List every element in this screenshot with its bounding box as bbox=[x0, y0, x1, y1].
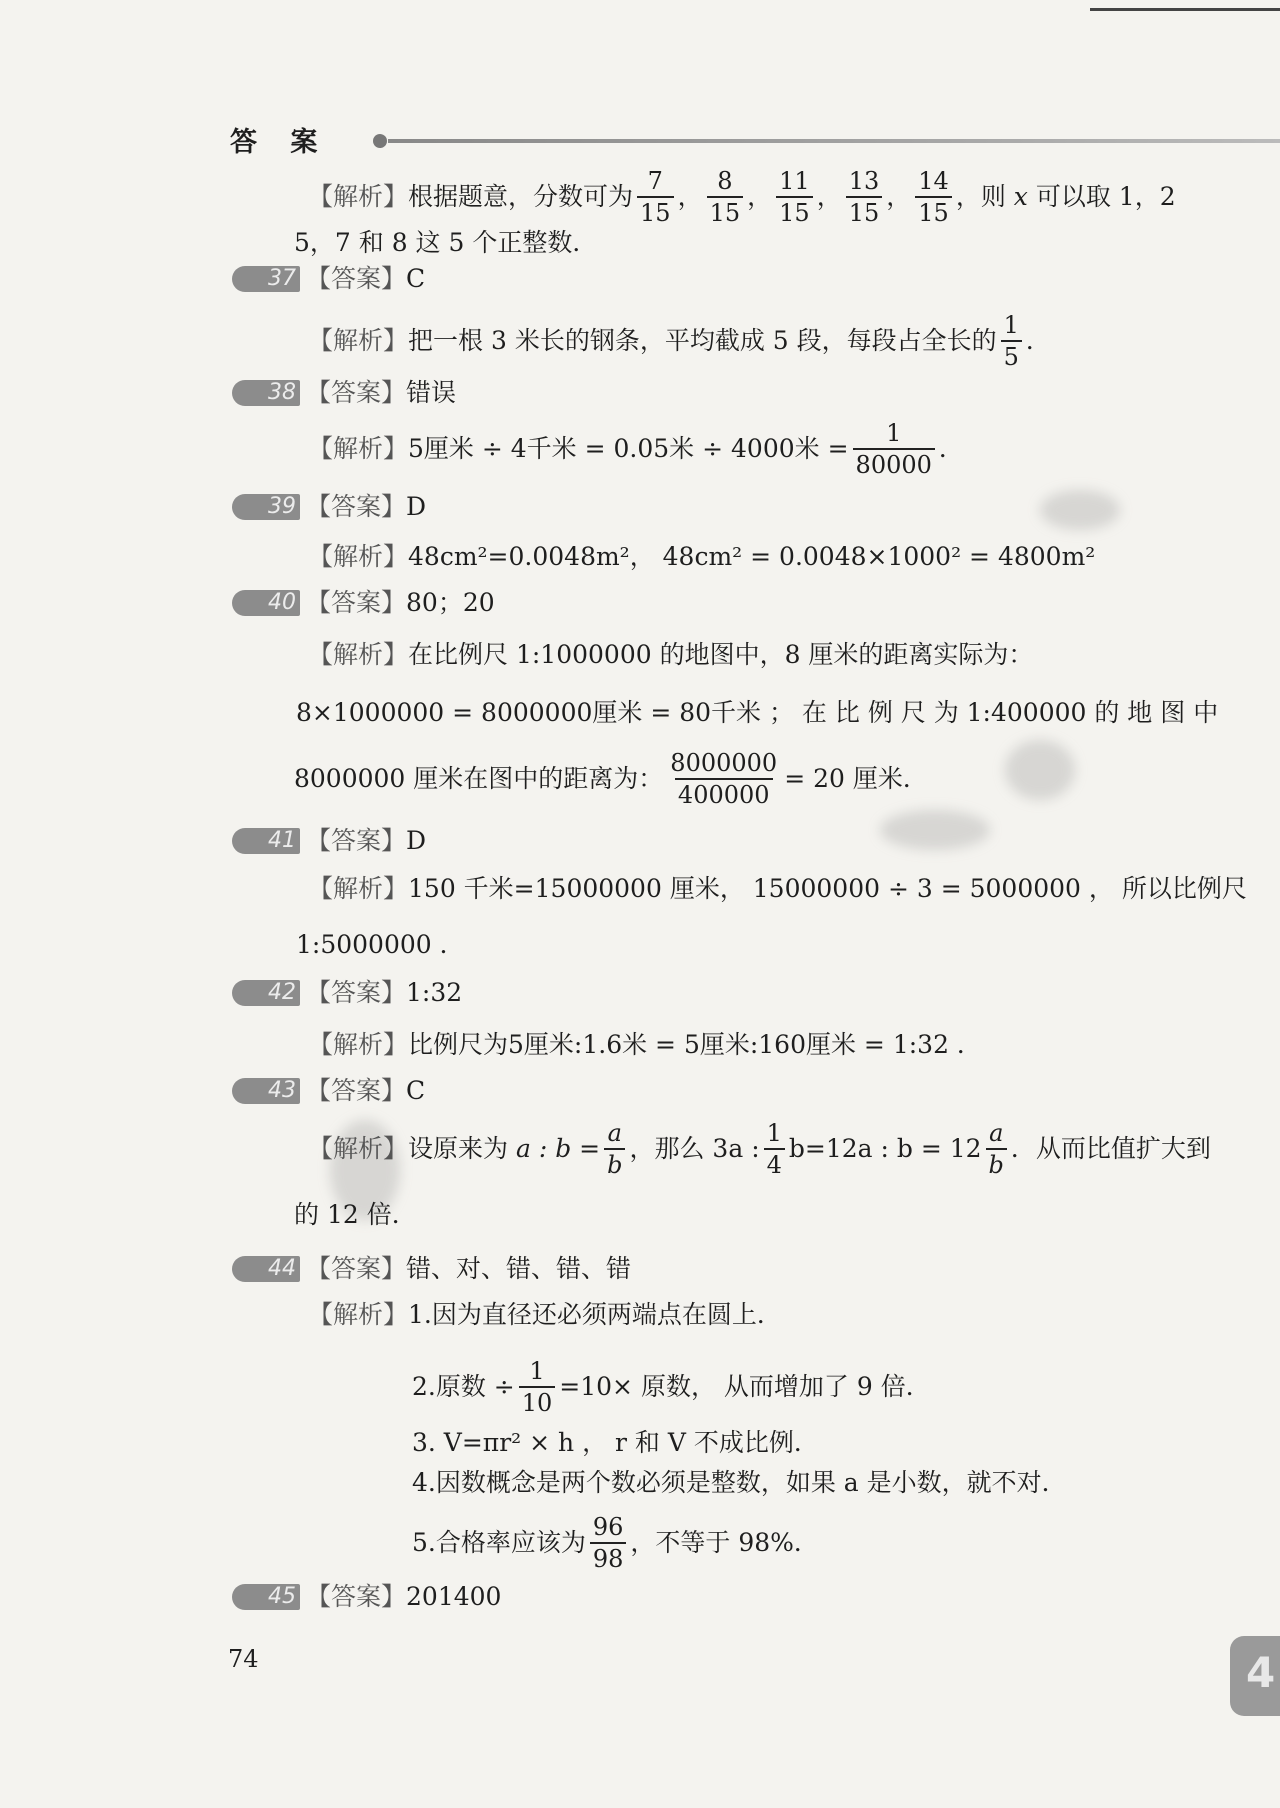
analysis-42: 【解析】 比例尺为5厘米:1.6米 = 5厘米:160厘米 = 1:32 ． bbox=[308, 1030, 982, 1059]
analysis-44-item1: 【解析】 1.因为直径还必须两端点在圆上． bbox=[308, 1300, 782, 1329]
analysis-41-line1: 【解析】 150 千米=15000000 厘米， 15000000 ÷ 3 = 5000000 ， 所以比例尺 bbox=[308, 874, 1247, 903]
fraction: $\frac{14}{15}$ bbox=[915, 168, 952, 227]
fraction: $\frac{a}{b}$ bbox=[604, 1120, 625, 1179]
page-number: 74 bbox=[228, 1645, 259, 1673]
fraction: $\frac{13}{15}$ bbox=[846, 168, 883, 227]
scan-smudge bbox=[1005, 740, 1075, 800]
analysis-40-line3: 8000000 厘米在图中的距离为： $\frac{8000000}{400000}$ = 20 厘米． bbox=[294, 749, 928, 810]
answer-44: 44 【答案】 错、对、错、错、错 bbox=[232, 1254, 631, 1284]
fraction: $\frac{1}{10}$ bbox=[519, 1358, 556, 1417]
header-title: 答 案 bbox=[230, 127, 330, 158]
header-dot bbox=[373, 134, 387, 148]
fraction: $\frac{8}{15}$ bbox=[707, 168, 744, 227]
scan-smudge bbox=[880, 810, 990, 850]
analysis-44-item4: 4.因数概念是两个数必须是整数，如果 a 是小数，就不对． bbox=[412, 1468, 1067, 1497]
fraction: $\frac{1}{5}$ bbox=[1001, 312, 1022, 371]
analysis-43-line2: 的 12 倍． bbox=[294, 1200, 417, 1229]
analysis-44-item2: 2.原数 ÷ $\frac{1}{10}$ =10× 原数， 从而增加了 9 倍． bbox=[412, 1357, 931, 1418]
answer-43: 43 【答案】 C bbox=[232, 1076, 425, 1106]
analysis-37: 【解析】 把一根 3 米长的钢条，平均截成 5 段，每段占全长的 $\frac{1}{5}$ ． bbox=[308, 311, 1051, 372]
answer-38: 38 【答案】 错误 bbox=[232, 378, 456, 408]
fraction: $\frac{7}{15}$ bbox=[637, 168, 674, 227]
answer-45: 45 【答案】 201400 bbox=[232, 1582, 501, 1612]
fraction: $\frac{1}{4}$ bbox=[764, 1120, 785, 1179]
question-number-badge: 42 bbox=[232, 980, 300, 1006]
top-rule bbox=[1090, 8, 1280, 11]
chapter-thumb-tab bbox=[1230, 1636, 1280, 1716]
scan-smudge bbox=[1040, 490, 1120, 530]
fraction: $\frac{1}{80000}$ bbox=[853, 420, 935, 479]
fraction: $\frac{11}{15}$ bbox=[776, 168, 813, 227]
answer-41: 41 【答案】 D bbox=[232, 826, 426, 856]
analysis-44-item5: 5.合格率应该为 $\frac{96}{98}$ ，不等于 98%． bbox=[412, 1513, 819, 1574]
answer-37: 37 【答案】 C bbox=[232, 264, 425, 294]
question-number-badge: 41 bbox=[232, 828, 300, 854]
question-number-badge: 38 bbox=[232, 380, 300, 406]
analysis-40-line1: 【解析】 在比例尺 1:1000000 的地图中，8 厘米的距离实际为： bbox=[308, 640, 1034, 669]
analysis-43-line1: 【解析】 设原来为 a : b = $\frac{a}{b}$ ，那么 3a : $\frac{1}{4}$ b=12a : b = 12 $\frac{a}{b}$ ．从而比值扩大到 bbox=[308, 1119, 1211, 1180]
analysis-36-line1: 【解析】 根据题意，分数可为 $\frac{7}{15}$ ， $\frac{8}{15}$ ， $\frac{11}{15}$ ， $\frac{13}{15}$ ， $\frac{14}{15}$ ，则 x 可以取 1，2 bbox=[308, 167, 1176, 228]
fraction: $\frac{a}{b}$ bbox=[986, 1120, 1007, 1179]
answer-40: 40 【答案】 80；20 bbox=[232, 588, 495, 618]
question-number-badge: 40 bbox=[232, 590, 300, 616]
fraction: $\frac{8000000}{400000}$ bbox=[670, 749, 778, 810]
question-number-badge: 44 bbox=[232, 1256, 300, 1282]
answer-39: 39 【答案】 D bbox=[232, 492, 426, 522]
question-number-badge: 37 bbox=[232, 266, 300, 292]
question-number-badge: 43 bbox=[232, 1078, 300, 1104]
analysis-40-line2: 8×1000000 = 8000000厘米 = 80千米 ； 在 比 例 尺 为 1:400000 的 地 图 中 bbox=[296, 698, 1219, 727]
analysis-44-item3: 3. V=πr² × h ， r 和 V 不成比例． bbox=[412, 1428, 819, 1457]
answer-42: 42 【答案】 1:32 bbox=[232, 978, 462, 1008]
analysis-36-line2: 5，7 和 8 这 5 个正整数． bbox=[294, 228, 598, 257]
analysis-41-line2: 1:5000000 ． bbox=[296, 930, 465, 959]
analysis-38: 【解析】 5厘米 ÷ 4千米 = 0.05米 ÷ 4000米 = $\frac{1}{80000}$ ． bbox=[308, 419, 964, 480]
page-header bbox=[230, 120, 1280, 160]
header-rule bbox=[388, 139, 1280, 143]
fraction: $\frac{96}{98}$ bbox=[590, 1514, 627, 1573]
chapter-thumb-number: 4 bbox=[1246, 1648, 1276, 1697]
question-number-badge: 45 bbox=[232, 1584, 300, 1610]
analysis-39: 【解析】 48cm²=0.0048m²， 48cm² = 0.0048×1000² = 4800m² bbox=[308, 542, 1096, 571]
question-number-badge: 39 bbox=[232, 494, 300, 520]
